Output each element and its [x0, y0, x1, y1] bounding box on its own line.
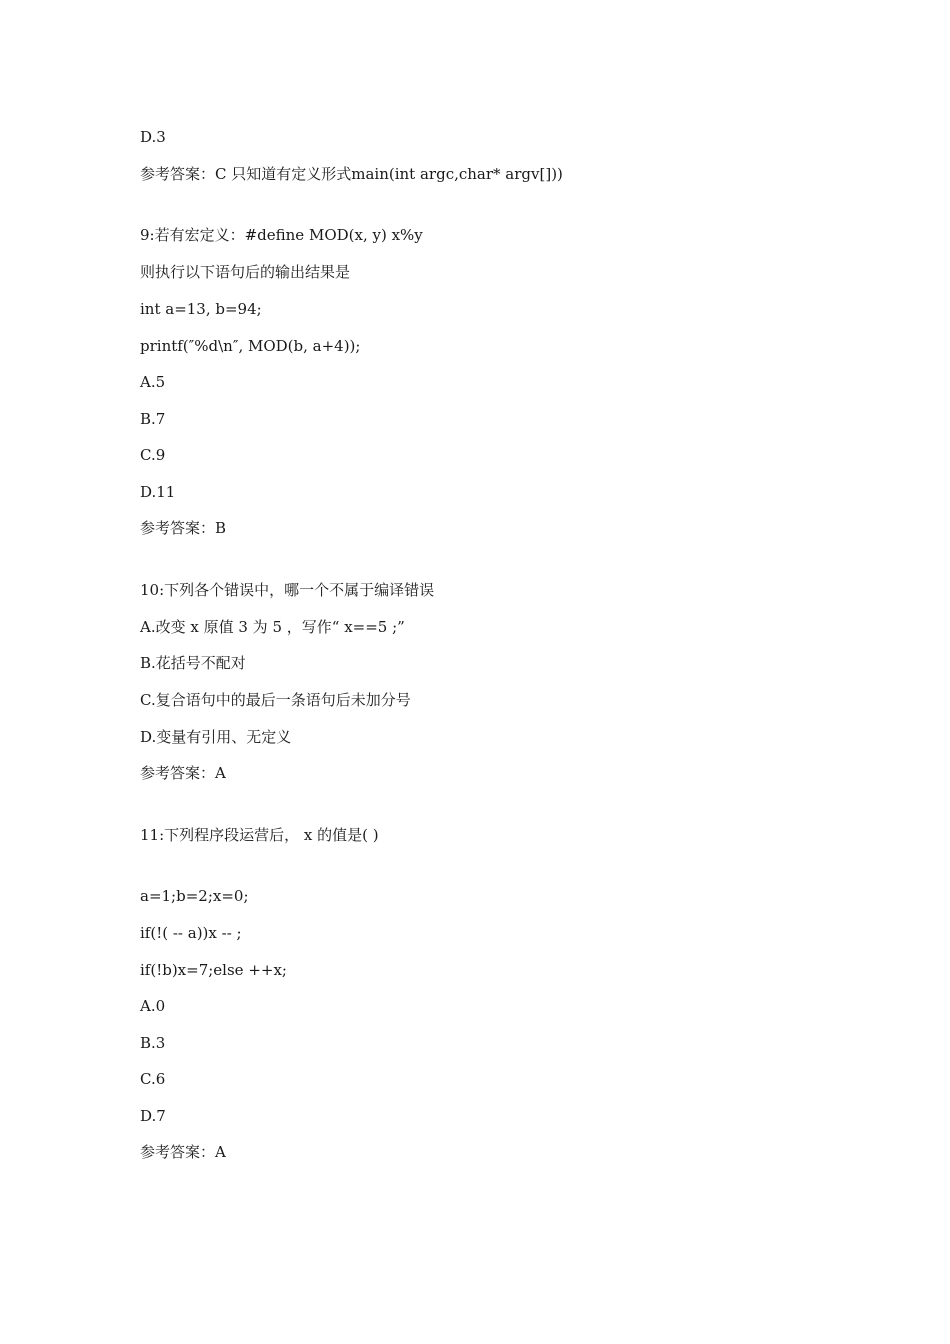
- option-b-q9: B.7: [140, 410, 166, 428]
- question-10-title: 10:下列各个错误中，哪一个不属于编译错误: [140, 581, 435, 599]
- option-b-q11: B.3: [140, 1034, 166, 1052]
- option-c-q10: C.复合语句中的最后一条语句后未加分号: [140, 691, 411, 709]
- question-11-code-2: if(!( -- a))x -- ;: [140, 924, 242, 942]
- answer-q11: 参考答案：A: [140, 1143, 226, 1161]
- question-9-code-1: int a=13, b=94;: [140, 300, 262, 318]
- option-c-q9: C.9: [140, 446, 166, 464]
- answer-q9: 参考答案：B: [140, 519, 227, 537]
- option-d-q8: D.3: [140, 128, 166, 146]
- option-a-q11: A.0: [140, 997, 166, 1015]
- option-c-q11: C.6: [140, 1070, 166, 1088]
- option-d-q11: D.7: [140, 1107, 166, 1125]
- option-a-q10: A.改变 x 原值 3 为 5 ，写作“ x==5 ;”: [140, 618, 405, 636]
- answer-q10: 参考答案：A: [140, 764, 226, 782]
- option-d-q9: D.11: [140, 483, 176, 501]
- question-11-code-3: if(!b)x=7;else ++x;: [140, 961, 287, 979]
- option-b-q10: B.花括号不配对: [140, 654, 246, 672]
- option-d-q10: D.变量有引用、无定义: [140, 728, 292, 746]
- question-9-text: 则执行以下语句后的输出结果是: [140, 263, 351, 281]
- question-9-code-2: printf(″%d\n″, MOD(b, a+4));: [140, 337, 361, 355]
- answer-q8: 参考答案：C 只知道有定义形式main(int argc,char* argv[])): [140, 165, 563, 183]
- question-11-title: 11:下列程序段运营后， x 的值是( ): [140, 826, 379, 844]
- option-a-q9: A.5: [140, 373, 166, 391]
- question-11-code-1: a=1;b=2;x=0;: [140, 887, 249, 905]
- question-9-title: 9:若有宏定义：#define MOD(x, y) x%y: [140, 226, 423, 244]
